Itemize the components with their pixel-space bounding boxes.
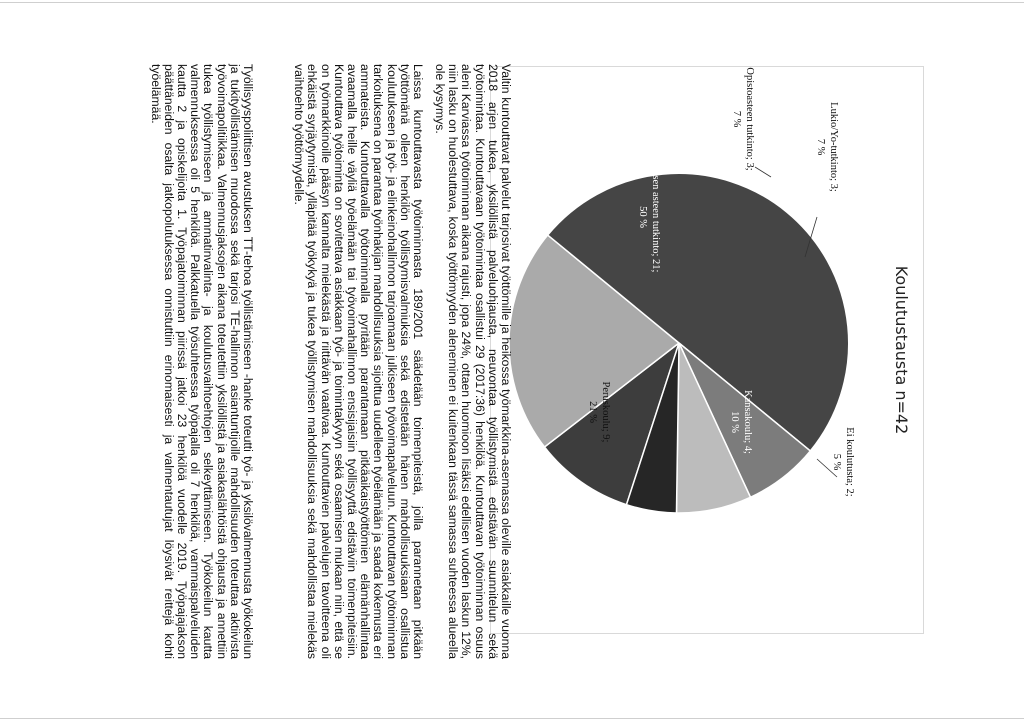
label-leader-line: [755, 167, 771, 177]
pie-slice-label: Peruskoulu; 9;21 %: [587, 381, 611, 443]
pie-slice-label: Lukio/Yo-tutkinto; 3;7 %: [815, 102, 839, 192]
chart-title: Koulutustausta n=42: [892, 265, 911, 435]
pie-slice-label: Opistoasteen tutkinto; 3;7 %: [731, 67, 755, 171]
pie-chart: [491, 67, 923, 633]
paragraph-laki-kuntouttavasta-tyotoiminnasta: Laissa kuntouttavasta työtoiminnasta 189/2001 säädetään toimenpiteistä, joilla parannetaan pitkään työttömänä olleen henkilön työllistymisvalmiuksia sekä edistetään hänen mahdollisuuksiaan osallistua koulutukseen ja työ- ja elinkeinohallinnon tarjoamaan julkiseen työvoimapalveluun. Kuntouttavan työtoiminnan tarkoituksena on parantaa työnhakijan mahdollisuuksia sijoittua uudelleen työelämään ja saada kokemusta eri ammateista. Kuntouttavalla työtoiminnalla pyritään parantamaan pitkäaikaistyöttömien elämänhallintaa avaamalla heille väyliä työelämään tai työvoimahallinnon ensisijaisiin työllisyyttä edistäviin toimenpiteisiin. Kuntouttava työtoiminta on sovitettava asiakkaan työ- ja toimintakyvyn sekä osaamisen mukaan niin, että se on työmarkkinoille pääsyn kannalta mielekästä ja riittävän vaativaa. Kuntouttavien palvelujen tavoitteena oli ehkäistä syrjäytymistä, ylläpitää työkykyä ja tukea työllistymisen mahdollisuuksia sekä mahdollistaa mielekäs vaihtoehto työttömyydelle.: [292, 64, 425, 659]
pie-slice-label: Ei koulutusta; 2;5 %: [831, 427, 855, 497]
paragraph-tyollisyyspoliittinen-avustus: Työllisyyspoliittisen avustuksen TT-tehoa työllistämiseen -hanke toteutti työ- ja yksilövalmennusta työkokeilun ja tukityöllistämisen muodossa sekä tarjosi TE-hallinnon asiantuntijoille mahdollisuuden toteuttaa aktiivista työvoimapolitiikkaa. Valmennusjaksojen aikana toteutettiin yksilöllistä ja asiakaslähtöistä ohjausta ja annettiin tukea työllistymiseen ja ammatinvalinta- ja koulutusvaihtoehtojen selkeyttämiseen. Työkokeilun kautta valmennukseessa oli 5 henkilöä. Palkkatuella työsuhteessa työpajalla oli 7 henkilöä, vammaispalveluiden kautta 2 ja opiskelijoita 1. Työpajatoiminnan piirissä jatkoi 23 henkilöä vuodelle 2019. Työpajajakson päättäneiden osalta jatkopolutuksessa onnistuttiin erinomaisesti ja valmentautujat löysivät reittejä kohti työelämää.: [148, 64, 255, 659]
pie-slice-label: Toisen asteen tutkinto; 21;50 %: [637, 161, 661, 273]
pie-slice-label: Kansakoulu; 4;10 %: [729, 390, 753, 454]
pie-chart-frame: [490, 66, 924, 634]
paragraph-kuntouttavat-palvelut: Valtin kuntouttavat palvelut tarjosivat työttömille ja heikossa työmarkkina-asemassa oleville asiakkaille vuonna 2018 arjen tukea, yksilöllistä palveluohjausta, neuvontaa työllistymistä edistävän suunnitelun sekä työtoimintaa. Kuntouttavaan työtoimintaa osallistui 29 (2017:36) henkilöä. Kuntouttavan työtoiminnan osuus aleni Karviassa työtoiminnan aikana rajusti, jopa 24%, ottaen huomioon lisäksi edellisen vuoden laskun 12%, niin lasku on huolestuttava, koska työttömyyden aleneminen ei kuitenkaan tässä samassa suhteessa alueella ole kysymys.: [432, 64, 513, 659]
